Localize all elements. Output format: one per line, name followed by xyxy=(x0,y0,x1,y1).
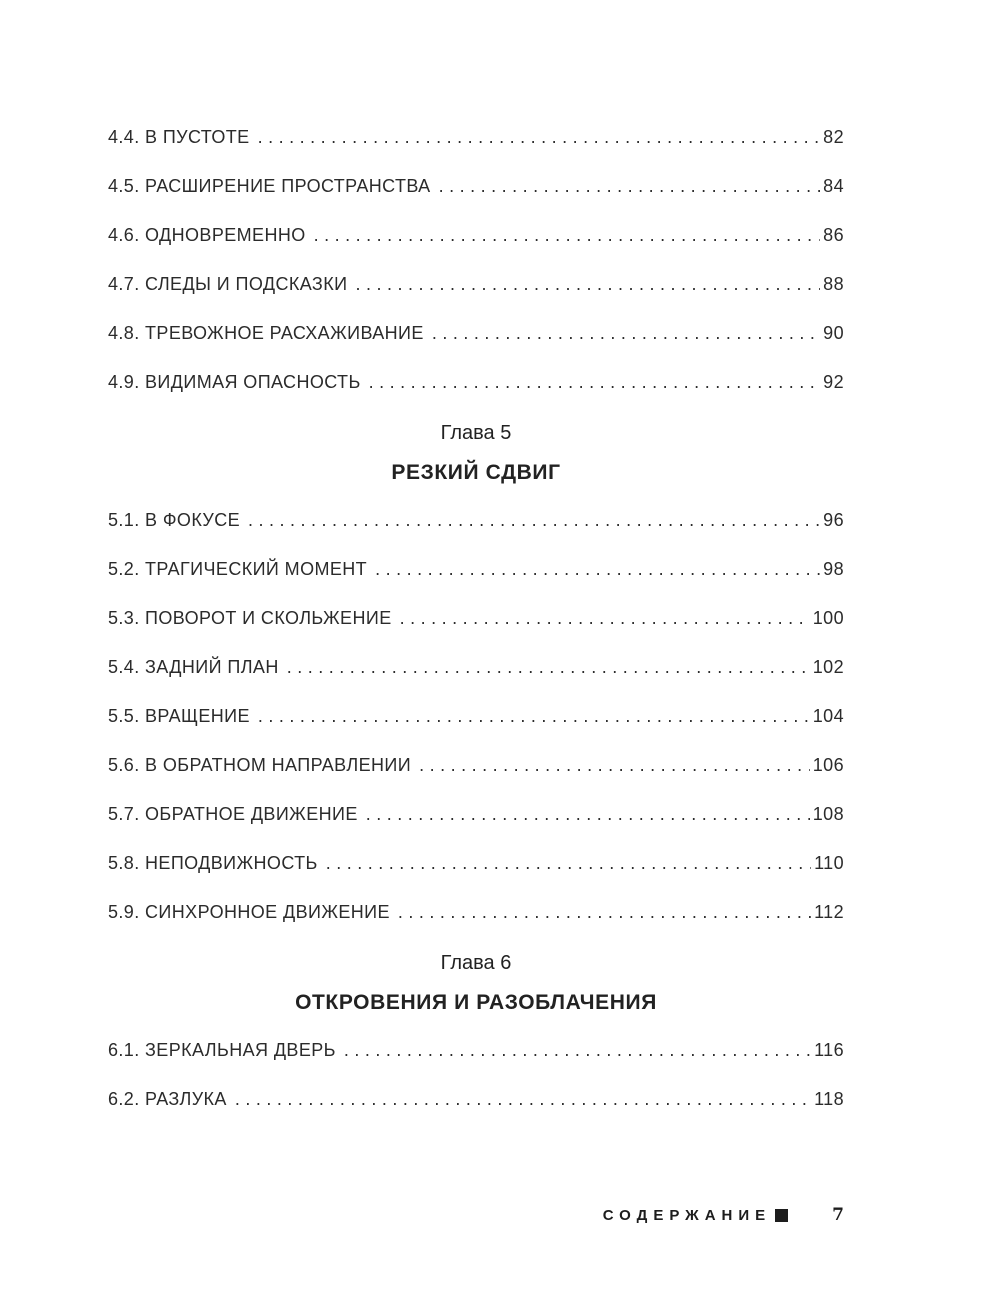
entry-title: 5.6. В ОБРАТНОМ НАПРАВЛЕНИИ xyxy=(108,755,412,775)
entry-title: 6.2. РАЗЛУКА xyxy=(108,1089,227,1109)
entry-page-number: 96 xyxy=(823,510,844,530)
toc-section xyxy=(108,952,844,1109)
toc-entry xyxy=(108,658,844,677)
dot-leader xyxy=(326,854,811,873)
footer-page-number: 7 xyxy=(832,1205,844,1225)
entry-page-number: 104 xyxy=(812,706,844,726)
entry-title: 4.4. В ПУСТОТЕ xyxy=(108,127,250,147)
entry-title: 5.7. ОБРАТНОЕ ДВИЖЕНИЕ xyxy=(108,804,358,824)
entry-title: 5.9. СИНХРОННОЕ ДВИЖЕНИЕ xyxy=(108,902,390,922)
dot-leader xyxy=(419,756,810,775)
toc-entry xyxy=(108,903,844,922)
dot-leader xyxy=(439,177,821,196)
entry-title: 5.5. ВРАЩЕНИЕ xyxy=(108,706,250,726)
entry-title: 5.4. ЗАДНИЙ ПЛАН xyxy=(108,657,279,677)
entry-title: 4.6. ОДНОВРЕМЕННО xyxy=(108,225,306,245)
chapter-title: ОТКРОВЕНИЯ И РАЗОБЛАЧЕНИЯ xyxy=(295,991,657,1014)
entry-title: 4.9. ВИДИМАЯ ОПАСНОСТЬ xyxy=(108,372,361,392)
toc-entry xyxy=(108,707,844,726)
entry-page-number: 88 xyxy=(823,274,844,294)
toc-entry xyxy=(108,128,844,147)
dot-leader xyxy=(432,324,820,343)
toc-entry xyxy=(108,275,844,294)
dot-leader xyxy=(314,226,821,245)
dot-leader xyxy=(258,707,810,726)
toc-section xyxy=(108,422,844,922)
filled-square-icon xyxy=(775,1209,788,1222)
dot-leader xyxy=(369,373,821,392)
toc-entry xyxy=(108,805,844,824)
dot-leader xyxy=(366,805,810,824)
dot-leader xyxy=(355,275,820,294)
toc-entry xyxy=(108,560,844,579)
entry-page-number: 118 xyxy=(814,1089,844,1109)
toc-entry xyxy=(108,1090,844,1109)
toc-sections xyxy=(108,128,844,1139)
entry-page-number: 112 xyxy=(814,902,844,922)
dot-leader xyxy=(248,511,820,530)
entry-page-number: 106 xyxy=(812,755,844,775)
dot-leader xyxy=(287,658,810,677)
entry-page-number: 116 xyxy=(814,1040,844,1060)
entry-title: 4.7. СЛЕДЫ И ПОДСКАЗКИ xyxy=(108,274,348,294)
entry-page-number: 86 xyxy=(823,225,844,245)
entry-title: 4.5. РАСШИРЕНИЕ ПРОСТРАНСТВА xyxy=(108,176,431,196)
entry-title: 4.8. ТРЕВОЖНОЕ РАСХАЖИВАНИЕ xyxy=(108,323,424,343)
footer-section-label: СОДЕРЖАНИЕ xyxy=(602,1206,772,1224)
entry-page-number: 82 xyxy=(823,127,844,147)
chapter-label: Глава 5 xyxy=(440,422,512,444)
toc-entry xyxy=(108,854,844,873)
entry-title: 5.3. ПОВОРОТ И СКОЛЬЖЕНИЕ xyxy=(108,608,392,628)
entry-title: 5.2. ТРАГИЧЕСКИЙ МОМЕНТ xyxy=(108,559,368,579)
toc-section xyxy=(108,128,844,392)
entry-page-number: 92 xyxy=(823,372,844,392)
dot-leader xyxy=(235,1090,811,1109)
chapter-title: РЕЗКИЙ СДВИГ xyxy=(391,461,561,484)
entry-title: 6.1. ЗЕРКАЛЬНАЯ ДВЕРЬ xyxy=(108,1040,336,1060)
toc-entry xyxy=(108,1041,844,1060)
entry-title: 5.8. НЕПОДВИЖНОСТЬ xyxy=(108,853,318,873)
toc-entry xyxy=(108,511,844,530)
entry-page-number: 108 xyxy=(812,804,844,824)
dot-leader xyxy=(398,903,811,922)
page-footer xyxy=(108,1205,844,1225)
toc-entry xyxy=(108,226,844,245)
dot-leader xyxy=(400,609,810,628)
toc-entry xyxy=(108,609,844,628)
chapter-label: Глава 6 xyxy=(440,952,512,974)
toc-entry xyxy=(108,756,844,775)
dot-leader xyxy=(375,560,820,579)
entry-page-number: 102 xyxy=(812,657,844,677)
entry-page-number: 84 xyxy=(823,176,844,196)
toc-entry xyxy=(108,373,844,392)
entry-page-number: 90 xyxy=(823,323,844,343)
entry-page-number: 100 xyxy=(812,608,844,628)
toc-entry xyxy=(108,177,844,196)
entry-page-number: 98 xyxy=(823,559,844,579)
dot-leader xyxy=(344,1041,811,1060)
entry-title: 5.1. В ФОКУСЕ xyxy=(108,510,241,530)
entry-page-number: 110 xyxy=(814,853,844,873)
dot-leader xyxy=(258,128,821,147)
toc-entry xyxy=(108,324,844,343)
